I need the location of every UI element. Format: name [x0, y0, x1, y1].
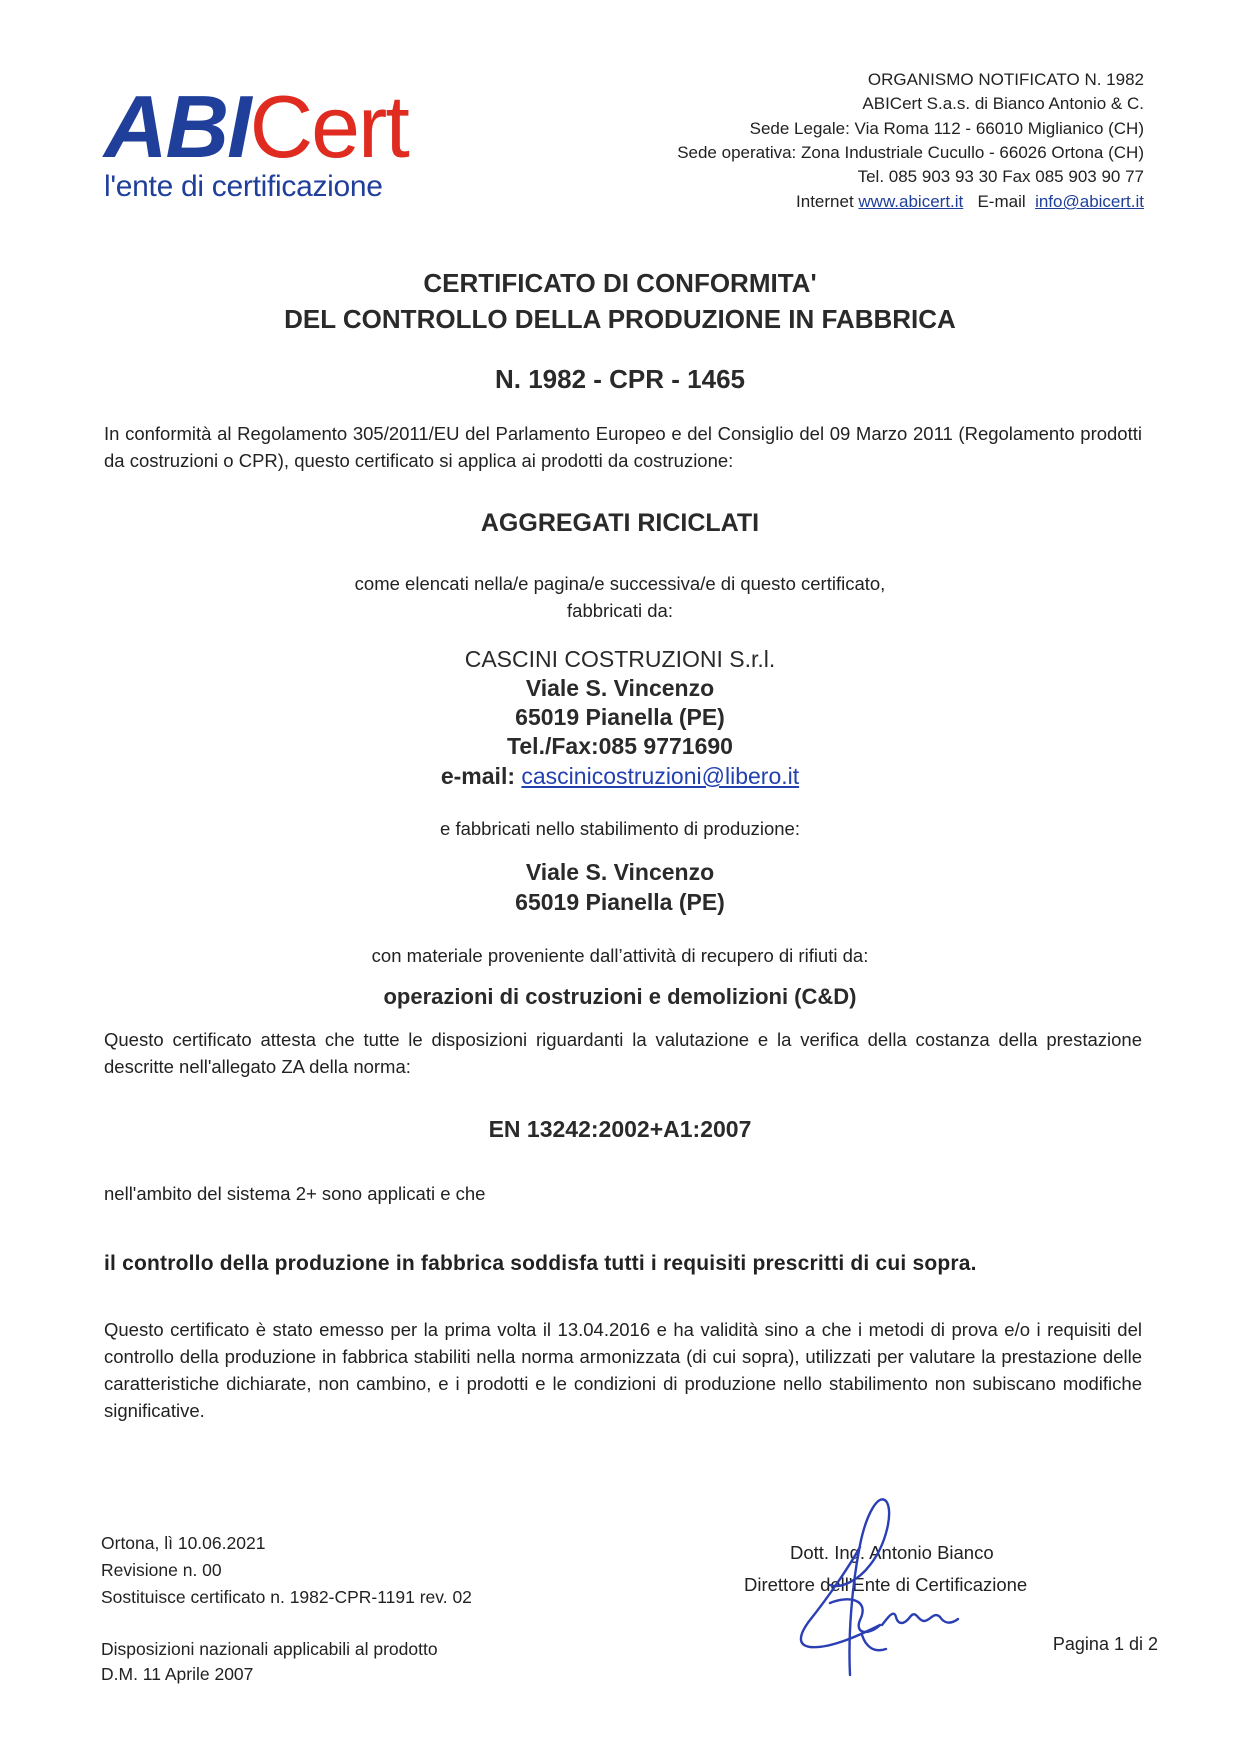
- place-date: Ortona, lì 10.06.2021: [101, 1533, 266, 1553]
- validity-paragraph: Questo certificato è stato emesso per la prima volta il 13.04.2016 e ha validità sino a che i metodi di prova e/o i requisiti del controllo della produzione in fabbrica stabiliti nella norma armonizzata (di cui sopra), utilizzati per valutare la prestazione delle caratteristiche dichiarate, non cambino, e i prodotti e le condizioni di produzione nello stabilimento non subiscano modifiche significative.: [104, 1319, 1142, 1421]
- listed-line1: come elencati nella/e pagina/e successiva/e di questo certificato,: [354, 573, 886, 594]
- intro-paragraph: In conformità al Regolamento 305/2011/EU del Parlamento Europeo e del Consiglio del 09 Marzo 2011 (Regolamento prodotti da costruzioni o CPR), questo certificato si applica ai prodotti da costruzione:: [104, 423, 1142, 471]
- plant-city: 65019 Pianella (PE): [515, 889, 725, 915]
- sede-operativa: Sede operativa: Zona Industriale Cucullo - 66026 Ortona (CH): [677, 143, 1144, 162]
- product-name: AGGREGATI RICICLATI: [480, 509, 760, 537]
- email-label: E-mail: [977, 192, 1026, 211]
- plant-street: Viale S. Vincenzo: [525, 859, 715, 885]
- company-name: ABICert S.a.s. di Bianco Antonio & C.: [862, 94, 1144, 113]
- signatory-role: Direttore dell'Ente di Certificazione: [744, 1574, 1028, 1595]
- revision: Revisione n. 00: [101, 1560, 222, 1580]
- listed-line2: fabbricati da:: [567, 600, 673, 621]
- manufacturer-telfax: Tel./Fax:085 9771690: [507, 733, 733, 759]
- certificate-number: N. 1982 - CPR - 1465: [494, 364, 745, 394]
- sede-legale: Sede Legale: Via Roma 112 - 66010 Miglianico (CH): [749, 119, 1144, 138]
- manufacturer-email-line: [0, 762, 1240, 791]
- conclusion-line: il controllo della produzione in fabbrica soddisfa tutti i requisiti prescritti di cui sopra.: [104, 1252, 977, 1275]
- material-intro: con materiale proveniente dall’attività di recupero di rifiuti da:: [371, 945, 869, 966]
- contact-line: [584, 190, 1144, 213]
- title-line2: DEL CONTROLLO DELLA PRODUZIONE IN FABBRICA: [284, 304, 956, 334]
- plant-intro: e fabbricati nello stabilimento di produzione:: [440, 818, 800, 839]
- attests-paragraph: Questo certificato attesta che tutte le disposizioni riguardanti la valutazione e la verifica della costanza della prestazione descritte nell'allegato ZA della norma:: [104, 1029, 1142, 1077]
- replaces-certificate: Sostituisce certificato n. 1982-CPR-1191 rev. 02: [101, 1587, 472, 1607]
- website-link[interactable]: www.abicert.it: [858, 192, 964, 211]
- material-source: operazioni di costruzioni e demolizioni (C&D): [383, 984, 857, 1009]
- national-decree: D.M. 11 Aprile 2007: [101, 1664, 254, 1684]
- email-link[interactable]: info@abicert.it: [1035, 192, 1144, 211]
- organismo-notificato: ORGANISMO NOTIFICATO N. 1982: [867, 70, 1144, 89]
- page-number: Pagina 1 di 2: [1052, 1634, 1158, 1654]
- signatory-name: Dott. Ing. Antonio Bianco: [790, 1542, 994, 1563]
- norm-reference: EN 13242:2002+A1:2007: [488, 1116, 752, 1142]
- abicert-logo: [104, 77, 434, 176]
- logo-tagline: l'ente di certificazione: [104, 170, 383, 203]
- manufacturer-street: Viale S. Vincenzo: [525, 675, 715, 701]
- tel-fax: Tel. 085 903 93 30 Fax 085 903 90 77: [857, 167, 1144, 186]
- manufacturer-email-label: e-mail:: [440, 763, 515, 789]
- national-provisions: Disposizioni nazionali applicabili al prodotto: [101, 1639, 438, 1659]
- title-line1: CERTIFICATO DI CONFORMITA': [423, 268, 817, 298]
- system-line: nell'ambito del sistema 2+ sono applicati e che: [104, 1183, 486, 1204]
- manufacturer-city: 65019 Pianella (PE): [515, 704, 725, 730]
- manufacturer-name: CASCINI COSTRUZIONI S.r.l.: [464, 646, 776, 672]
- internet-label: Internet: [796, 192, 854, 211]
- logo-abi: ABI: [104, 77, 250, 176]
- logo-cert: Cert: [249, 77, 408, 176]
- handwritten-signature: [790, 1485, 980, 1685]
- manufacturer-email-link[interactable]: cascinicostruzioni@libero.it: [521, 763, 800, 789]
